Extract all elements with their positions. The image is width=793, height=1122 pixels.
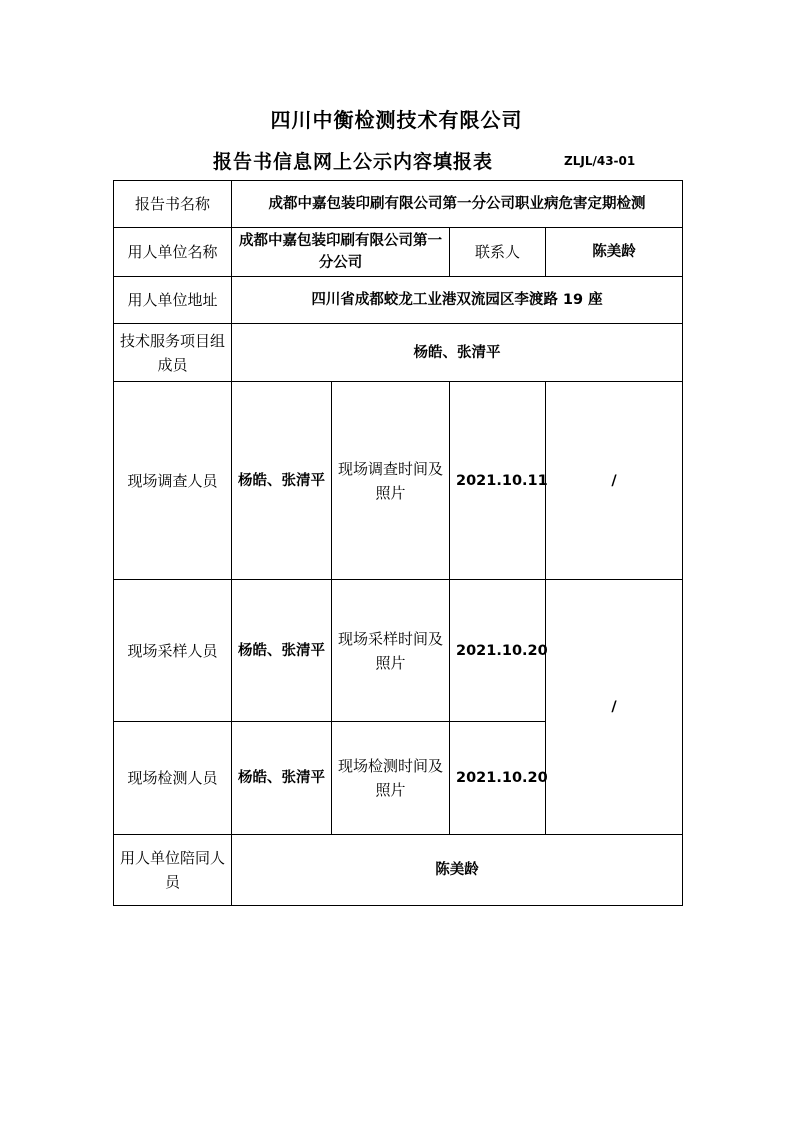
value-sampling-date: 2021.10.20 (450, 580, 546, 722)
value-members: 杨皓、张清平 (232, 324, 683, 382)
label-survey: 现场调查人员 (114, 382, 232, 580)
value-accompany: 陈美龄 (232, 835, 683, 906)
value-report-name: 成都中嘉包装印刷有限公司第一分公司职业病危害定期检测 (232, 181, 683, 228)
row-accompany (114, 835, 683, 906)
label-accompany: 用人单位陪同人员 (114, 835, 232, 906)
value-testing-date: 2021.10.20 (450, 722, 546, 835)
company-name: 四川中衡检测技术有限公司 (270, 108, 523, 132)
row-survey (114, 382, 683, 580)
value-survey-photo: / (546, 382, 683, 580)
row-members (114, 324, 683, 382)
row-sampling (114, 580, 683, 722)
value-survey-date: 2021.10.11 (450, 382, 546, 580)
label-sampling: 现场采样人员 (114, 580, 232, 722)
value-address: 四川省成都蛟龙工业港双流园区李渡路 19 座 (232, 277, 683, 324)
label-address: 用人单位地址 (114, 277, 232, 324)
value-sampling-photo: / (546, 580, 683, 835)
label-testing: 现场检测人员 (114, 722, 232, 835)
value-survey-people: 杨皓、张清平 (232, 382, 332, 580)
label-report-name: 报告书名称 (114, 181, 232, 228)
row-address (114, 277, 683, 324)
label-employer: 用人单位名称 (114, 228, 232, 277)
value-sampling-people: 杨皓、张清平 (232, 580, 332, 722)
form-title: 报告书信息网上公示内容填报表 (213, 151, 494, 173)
value-employer: 成都中嘉包装印刷有限公司第一分公司 (232, 228, 450, 277)
form-code: ZLJL/43-01 (564, 154, 636, 168)
label-testing-time: 现场检测时间及照片 (332, 722, 450, 835)
row-report-name (114, 181, 683, 228)
info-table (113, 180, 683, 906)
label-members: 技术服务项目组成员 (114, 324, 232, 382)
label-survey-time: 现场调查时间及照片 (332, 382, 450, 580)
row-employer (114, 228, 683, 277)
label-sampling-time: 现场采样时间及照片 (332, 580, 450, 722)
value-contact: 陈美龄 (546, 228, 683, 277)
label-contact: 联系人 (450, 228, 546, 277)
value-testing-people: 杨皓、张清平 (232, 722, 332, 835)
